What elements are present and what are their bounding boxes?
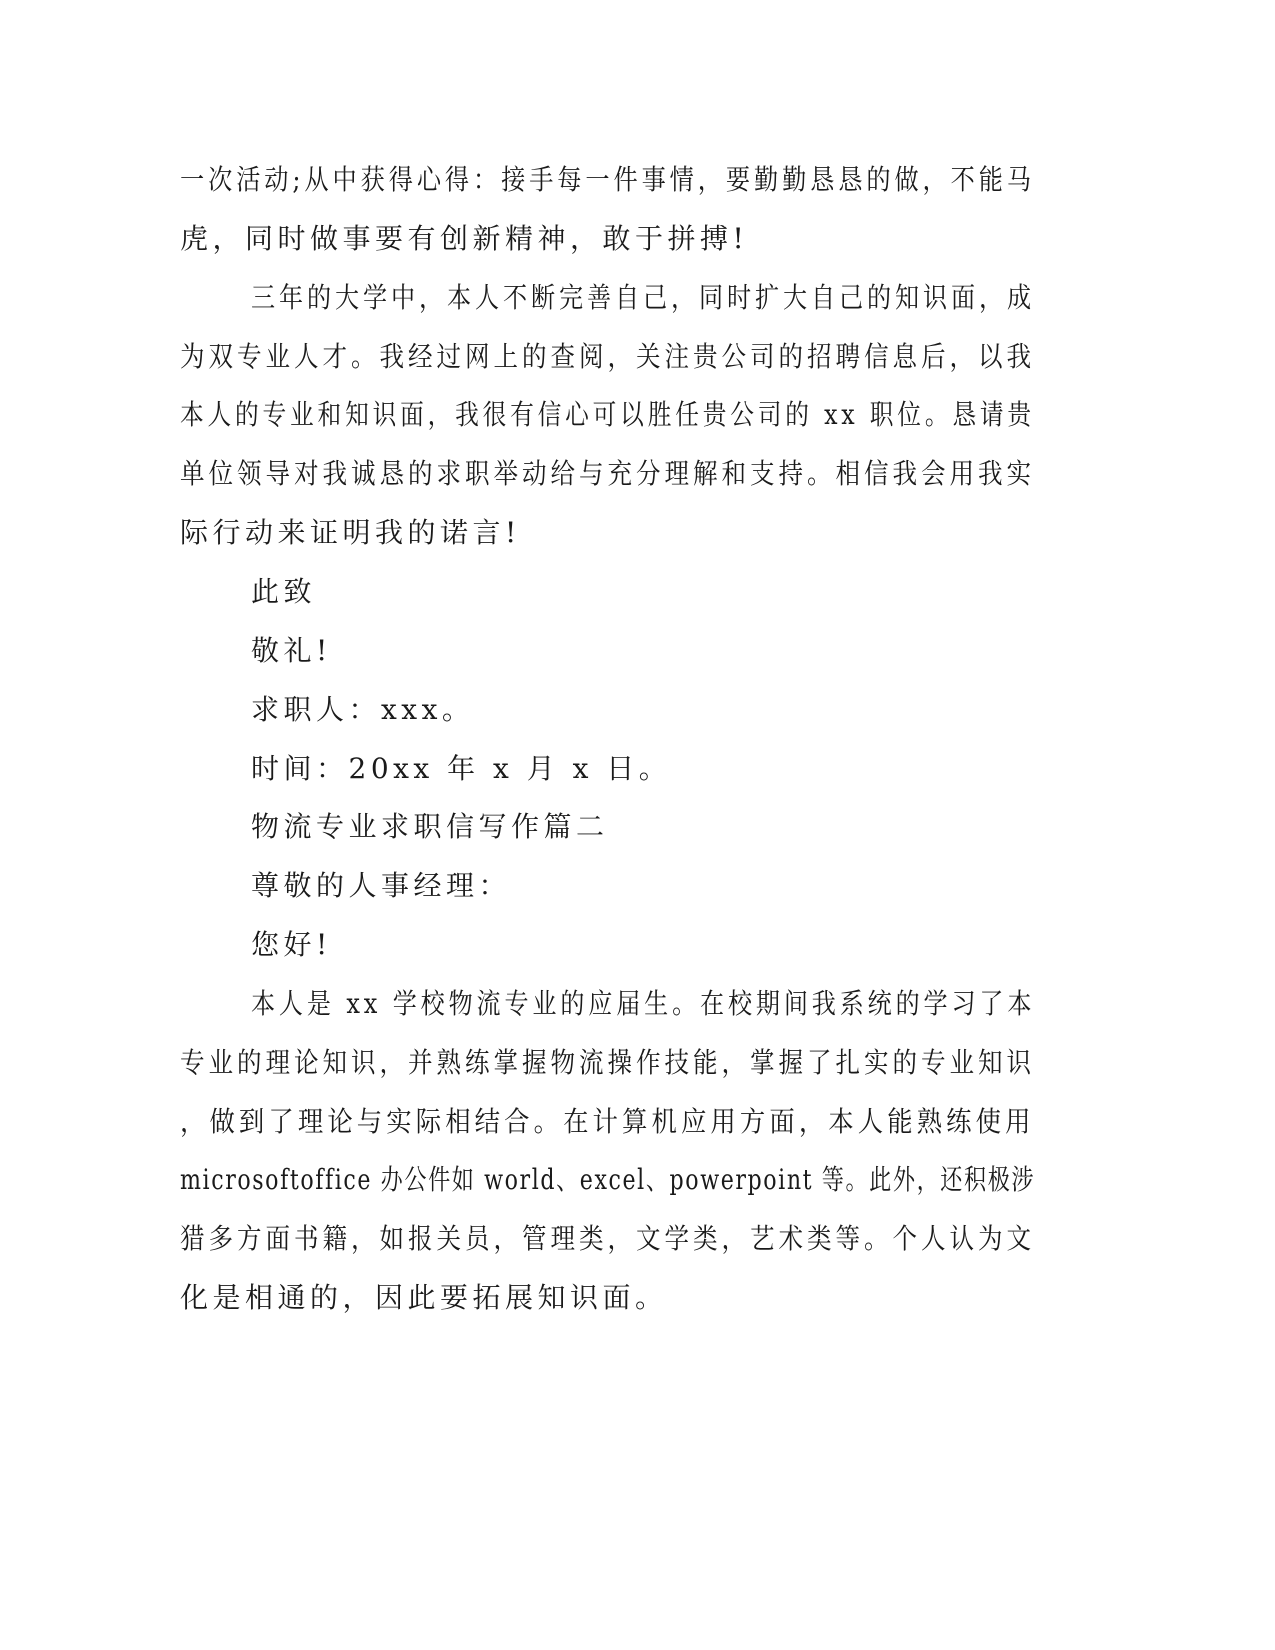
letter-hello: 您好! [251,928,332,961]
text-line: 虎，同时做事要有创新精神，敢于拼搏! [180,222,749,255]
text-line: 为双专业人才。我经过网上的查阅，关注贵公司的招聘信息后，以我 [180,340,1035,373]
text-line: 专业的理论知识，并熟练掌握物流操作技能，掌握了扎实的专业知识 [180,1046,1035,1079]
text-line: 一次活动;从中获得心得：接手每一件事情，要勤勤恳恳的做，不能马 [180,163,1035,196]
text-line: 本人是 xx 学校物流专业的应届生。在校期间我系统的学习了本 [251,987,1036,1020]
text-line: 本人的专业和知识面，我很有信心可以胜任贵公司的 xx 职位。恳请贵 [180,398,1035,431]
text-line: microsoftoffice 办公件如 world、excel、powerpoint 等。此外，还积极涉 [180,1163,1036,1196]
text-line: 化是相通的，因此要拓展知识面。 [180,1281,668,1314]
text-line: 猎多方面书籍，如报关员，管理类，文学类，艺术类等。个人认为文 [180,1222,1035,1255]
text-line: 单位领导对我诚恳的求职举动给与充分理解和支持。相信我会用我实 [180,457,1035,490]
text-line: ，做到了理论与实际相结合。在计算机应用方面，本人能熟练使用 [180,1105,1035,1138]
closing-salutation: 此致 [251,575,317,608]
letter-greeting: 尊敬的人事经理： [251,869,512,902]
text-line: 际行动来证明我的诺言! [180,516,521,549]
section-heading: 物流专业求职信写作篇二 [251,810,609,843]
text-line: 三年的大学中，本人不断完善自己，同时扩大自己的知识面，成 [251,281,1035,314]
letter-date: 时间：20xx 年 x 月 x 日。 [251,752,672,785]
closing-regards: 敬礼! [251,634,332,667]
applicant-name: 求职人：xxx。 [251,693,475,726]
